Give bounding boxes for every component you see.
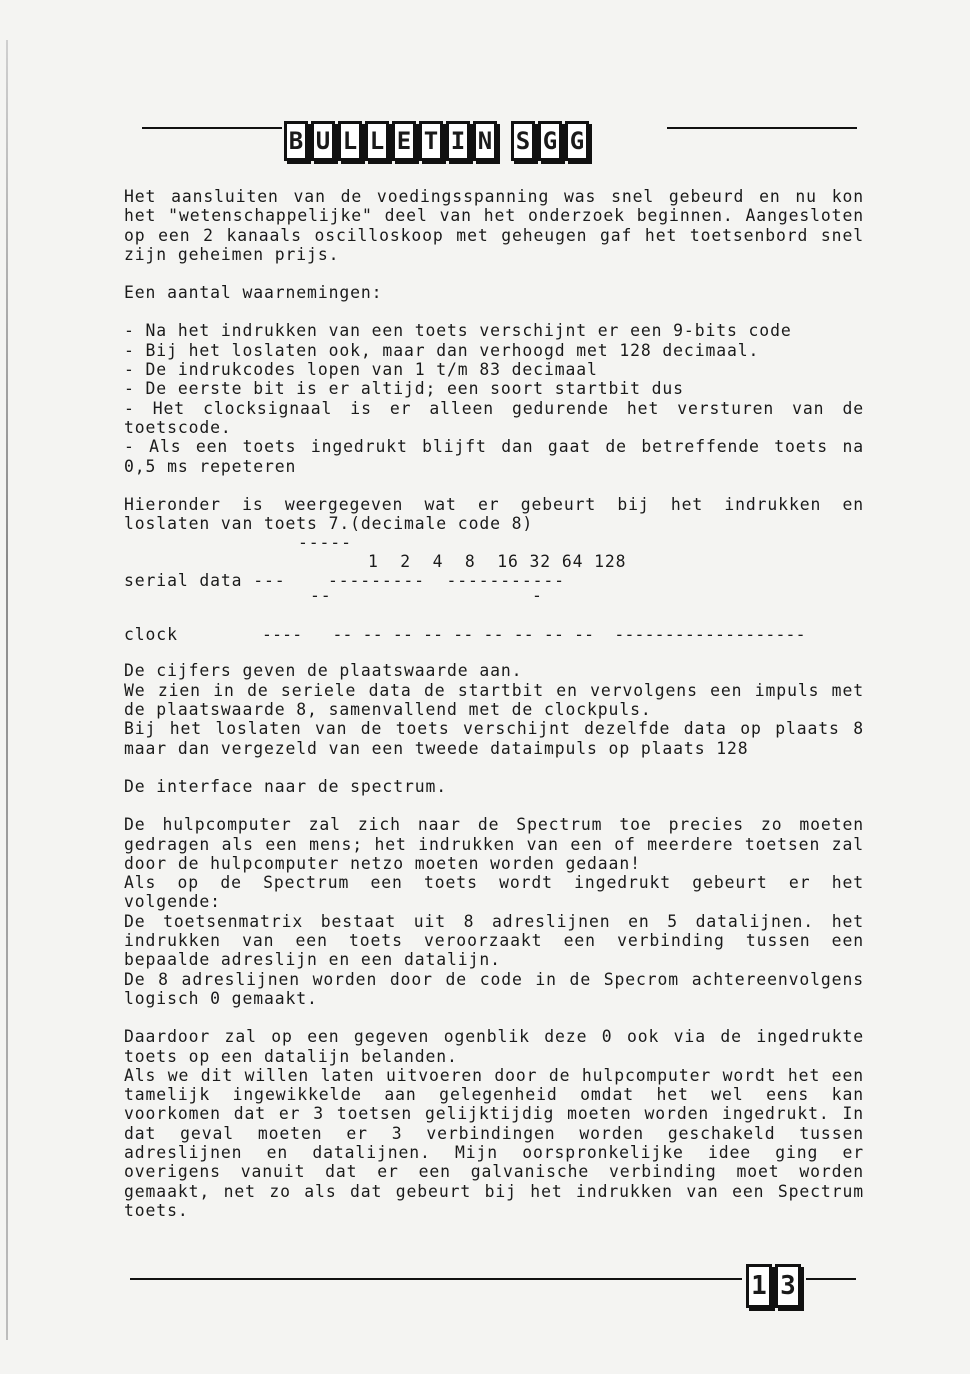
paragraph: De hulpcomputer zal zich naar de Spectrum toe precies zo moeten gedragen als een mens; het indrukken van een of meerdere toetsen zal door de hulpcomputer netzo moeten worden gedaan!: [124, 815, 864, 873]
masthead-letter: N: [473, 121, 497, 161]
paragraph: De cijfers geven de plaatswaarde aan.: [124, 661, 523, 681]
page-digit: 1: [746, 1264, 772, 1308]
paragraph: Daardoor zal op een gegeven ogenblik deze 0 ook via de ingedrukte toets op een datalijn belanden.: [124, 1027, 864, 1066]
masthead: [284, 118, 589, 164]
paragraph: Het aansluiten van de voedingsspanning was snel gebeurd en nu kon het "wetenschappelijke" deel van het onderzoek beginnen. Aangesloten op een 2 kanaals oscilloskoop met geheugen gaf het toetsenbord snel zijn geheimen prijs.: [124, 187, 864, 264]
timing-serial-tail: -: [532, 586, 543, 606]
paragraph: We zien in de seriele data de startbit en vervolgens een impuls met de plaatswaarde 8, samenvallend met de clockpuls.: [124, 680, 864, 720]
page-number: [746, 1264, 801, 1308]
masthead-letter: S: [511, 121, 535, 161]
masthead-letter: L: [365, 121, 389, 161]
page-edge: [6, 40, 8, 1340]
timing-serial-wave: --------- -----------: [328, 571, 565, 591]
masthead-letter: B: [284, 121, 308, 161]
list-item: - Als een toets ingedrukt blijft dan gaat de betreffende toets na 0,5 ms repeteren: [124, 437, 864, 476]
paragraph: De toetsenmatrix bestaat uit 8 adreslijnen en 5 datalijnen. het indrukken van een toets veroorzaakt een verbinding tussen een bepaalde adreslijn en een datalijn.: [124, 911, 864, 970]
paragraph: Bij het loslaten van de toets verschijnt dezelfde data op plaats 8 maar dan vergezeld van een tweede dataimpuls op plaats 128: [124, 719, 864, 758]
masthead-letter: U: [311, 121, 335, 161]
masthead-letter: L: [338, 121, 362, 161]
masthead-letter: T: [419, 121, 443, 161]
masthead-letter: E: [392, 121, 416, 161]
timing-serial-low: --: [310, 586, 332, 606]
timing-diagram: [124, 533, 864, 651]
paragraph: Hieronder is weergegeven wat er gebeurt bij het indrukken en loslaten van toets 7.(decimale code 8): [124, 494, 864, 534]
paragraph: De 8 adreslijnen worden door de code in de Specrom achtereenvolgens logisch 0 gemaakt.: [124, 969, 864, 1008]
paragraph: Als we dit willen laten uitvoeren door de hulpcomputer wordt het een tamelijk ingewikkelde aan gelegenheid omdat het wel eens kan voorkomen dat er 3 toetsen gelijktijdig moeten worden ingedrukt. In dat geval moeten er 3 verbindingen worden geschakeld tussen adreslijnen en datalijnen. Mijn oorspronkelijke idee ging er overigens vanuit dat er een galvanische verbinding moet worden gemaakt, net zo als dat gebeurt bij het indrukken van een Spectrum toets.: [124, 1065, 864, 1220]
paragraph: Een aantal waarnemingen:: [124, 283, 383, 303]
masthead-letter: G: [565, 121, 589, 161]
masthead-letter: G: [538, 121, 562, 161]
list-item: - Bij het loslaten ook, maar dan verhoogd met 128 decimaal.: [124, 340, 760, 360]
header-rule-left: [142, 127, 282, 129]
timing-clock-label: clock: [124, 625, 178, 645]
masthead-letter: I: [446, 121, 470, 161]
header-rule-right: [667, 127, 857, 129]
article-body: [124, 187, 864, 1220]
footer-rule-right: [806, 1278, 856, 1280]
timing-bit-values: 1 2 4 8 16 32 64 128: [368, 552, 627, 572]
footer-rule-left: [130, 1278, 742, 1280]
list-item: - Na het indrukken van een toets verschijnt er een 9-bits code: [124, 321, 792, 341]
masthead-word-sgg: [511, 121, 589, 161]
page-digit: 3: [775, 1264, 801, 1308]
list-item: - Het clocksignaal is er alleen gedurende het versturen van de toetscode.: [124, 398, 864, 437]
list-item: - De eerste bit is er altijd; een soort startbit dus: [124, 379, 684, 399]
list-item: - De indrukcodes lopen van 1 t/m 83 decimaal: [124, 360, 598, 380]
paragraph: Als op de Spectrum een toets wordt ingedrukt gebeurt er het volgende:: [124, 873, 864, 912]
timing-serial-label: serial data ---: [124, 571, 286, 591]
section-heading: De interface naar de spectrum.: [124, 776, 448, 796]
timing-top-line: -----: [298, 533, 352, 553]
timing-clock-wave: ---- -- -- -- -- -- -- -- -- -- -------------------: [262, 625, 806, 645]
masthead-word-bulletin: [284, 121, 497, 161]
